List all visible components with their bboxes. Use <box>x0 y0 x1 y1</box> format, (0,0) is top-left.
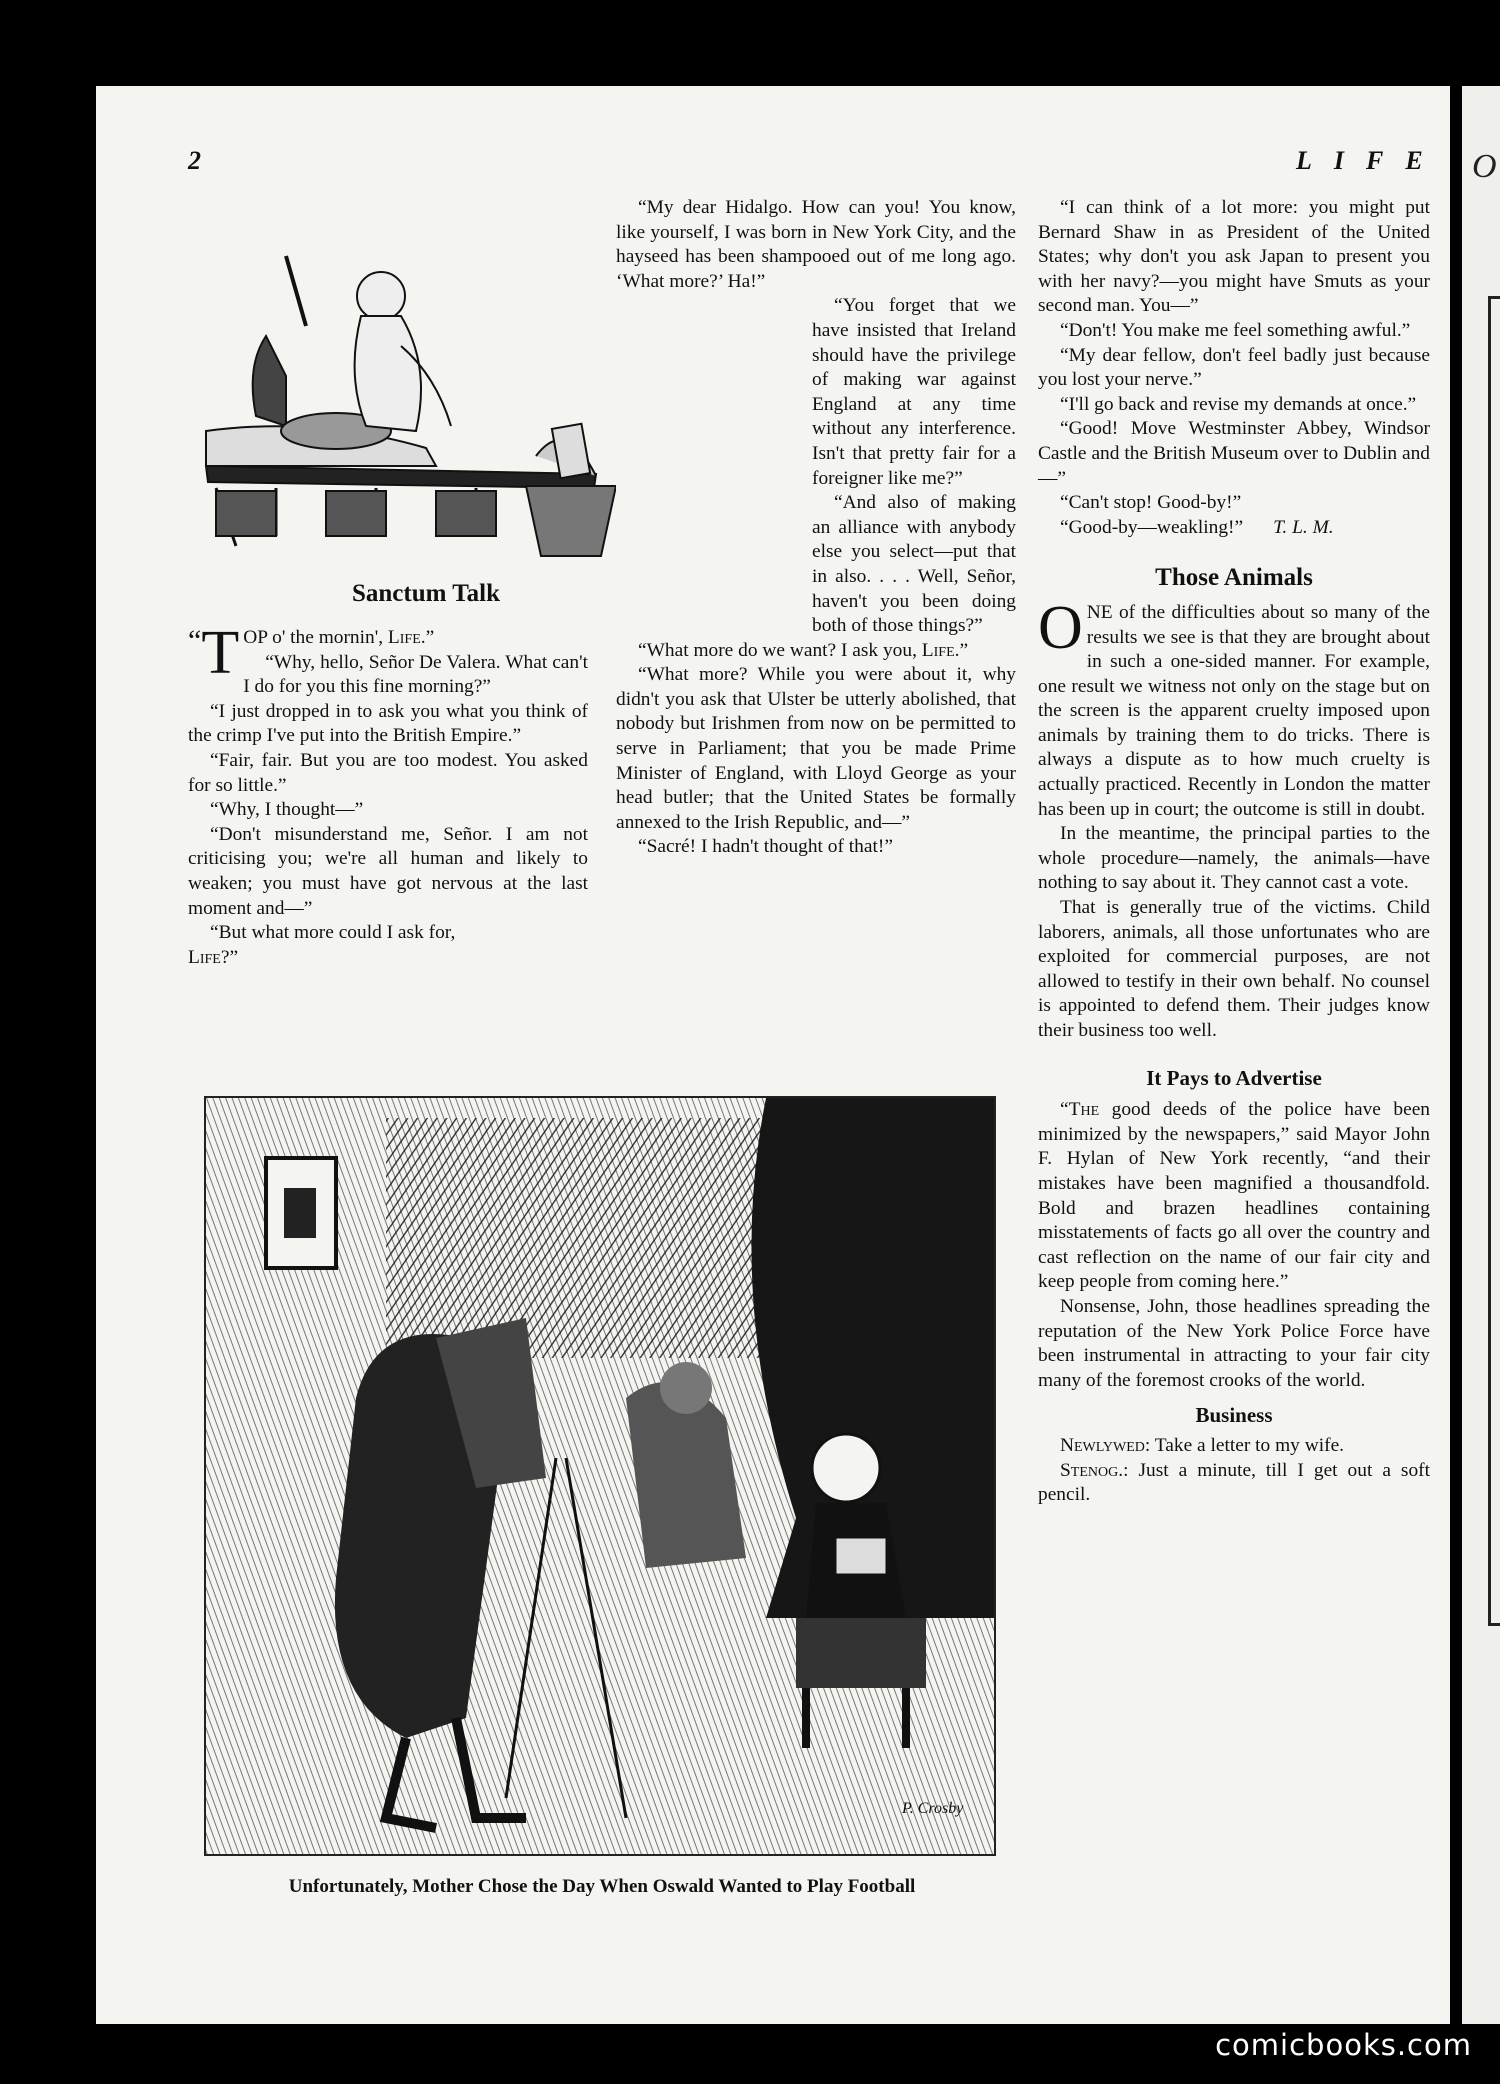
text-run: ?” <box>220 946 239 968</box>
sanctum-paragraph: “Why, I thought—” <box>210 799 364 821</box>
text-run: Just a minute, till I get out a soft pencil. <box>1038 1459 1430 1506</box>
sanctum-paragraph: “Why, hello, Señor De Valera. What can't I do for you this fine morning?” <box>243 651 588 698</box>
sanctum-paragraph: “Can't stop! Good-by!” <box>1060 492 1242 514</box>
text-run: ” <box>959 639 969 661</box>
life-smallcaps: Life <box>188 946 221 968</box>
column-2 <box>616 196 1016 860</box>
speaker-label: Newlywed: <box>1060 1434 1151 1456</box>
text-run: “What more do we want? I ask you, <box>638 639 917 661</box>
cherub-desk-illustration <box>196 216 616 566</box>
business-heading: Business <box>1195 1403 1273 1428</box>
advertise-paragraph: Nonsense, John, those headlines spreading the reputation of the New York Police Force have been instrumental in attracting to your fair city many of the foremost crooks of the world. <box>1038 1295 1430 1391</box>
column-3 <box>1038 196 1430 1508</box>
sanctum-paragraph: “My dear fellow, don't feel badly just because you lost your nerve.” <box>1038 344 1430 391</box>
magazine-page <box>96 86 1450 2024</box>
sanctum-paragraph: “Fair, fair. But you are too modest. You asked for so little.” <box>188 749 588 796</box>
text-run: ” <box>425 627 435 648</box>
sanctum-talk-heading: Sanctum Talk <box>352 580 500 607</box>
text-run: OP o' the mornin', <box>243 627 388 648</box>
animals-paragraph: In the meantime, the principal parties to the whole procedure—namely, the animals—have nothing to say about it. They cannot cast a vote. <box>1038 823 1430 894</box>
sanctum-paragraph <box>1038 516 1430 541</box>
text-run: “Good-by—weakling!” <box>1060 516 1244 538</box>
page-number: 2 <box>188 146 201 175</box>
artist-signature: P. Crosby <box>902 1800 964 1817</box>
text-run: good deeds of the police have been minimized by the newspapers,” said Mayor John F. Hylan of New York recently, “and their mistakes have been magnified a thousandfold. Bold and brazen headlines containing misstatements of facts go all over the country and cast reflection on the name of our fair city and keep people from coming here.” <box>1038 1099 1430 1293</box>
text-run: Take a letter to my wife. <box>1150 1434 1345 1456</box>
text-run: NE of the difficulties about so many of the results we see is that they are brought about in such a one-sided manner. For example, one result we witness not only on the stage but on the screen is the apparent cruelty imposed upon animals by training them to do tricks. There is always a dispute as to how much cruelty is actually practiced. Recently in London the matter has been up in court; the outcome is still in doubt. <box>1038 601 1430 820</box>
sanctum-paragraph: “What more? While you were about it, why didn't you ask that Ulster be utterly abolished, that nobody but Irishmen from now on be permitted to serve in Parliament; that you be made Prime Minister of England, with Lloyd George as your head butler; that the United States be formally annexed to the Irish Republic, and—” <box>616 664 1016 833</box>
advertise-paragraph: “The good deeds of the police have been minimized by the newspapers,” said Mayor John F. Hylan of New York recently, “and their mistakes have been magnified a thousandfold. Bold and brazen headlines containing misstatements of facts go all over the country and cast reflection on the name of our fair city and keep people from coming here.” <box>1038 1099 1430 1293</box>
sanctum-paragraph <box>188 921 588 970</box>
sanctum-paragraph: “My dear Hidalgo. How can you! You know, like yourself, I was born in New York City, and the hayseed has been shampooed out of me long ago. ‘What more?’ Ha!” <box>616 197 1016 292</box>
adjacent-page-edge <box>1462 86 1500 2024</box>
animals-paragraph: That is generally true of the victims. Child laborers, animals, all those unfortunates who are exploited for commercial purposes, are not allowed to testify in their own behalf. No counsel is appointed to defend them. Their judges know their business too well. <box>1038 897 1430 1041</box>
it-pays-to-advertise-heading: It Pays to Advertise <box>1146 1065 1322 1090</box>
business-line <box>1038 1459 1430 1508</box>
cartoon-drawing <box>206 1098 996 1856</box>
opening-quote: “ <box>188 624 202 657</box>
drop-cap: T <box>201 619 240 687</box>
sanctum-paragraph: “Sacré! I hadn't thought of that!” <box>638 836 893 858</box>
speaker-label: Stenog.: <box>1060 1459 1129 1481</box>
site-watermark: comicbooks.com <box>1215 2028 1472 2062</box>
sanctum-paragraph: “And also of making an alliance with anybody else you select—put that in also. . . . Well, Señor, haven't you been doing both of those things?” <box>812 492 1016 637</box>
business-line <box>1038 1434 1430 1459</box>
adjacent-page-letter: O <box>1472 148 1497 185</box>
sanctum-paragraph <box>616 639 1016 664</box>
text-run: “But what more could I ask for, <box>210 922 456 944</box>
sanctum-paragraph: “I'll go back and revise my demands at once.” <box>1060 393 1417 415</box>
sanctum-paragraph: “Good! Move Westminster Abbey, Windsor Castle and the British Museum over to Dublin and—” <box>1038 418 1430 489</box>
sanctum-paragraph: “I can think of a lot more: you might put Bernard Shaw in as President of the United States; why don't you ask Japan to present you with her navy?—you might have Smuts as your second man. You—” <box>1038 197 1430 317</box>
illustration-wrap-space <box>616 294 812 634</box>
sanctum-paragraph: “You forget that we have insisted that Ireland should have the privilege of making war against England at any time without any interference. Isn't that pretty fair for a foreigner like me?” <box>812 295 1016 489</box>
author-signature: T. L. M. <box>1273 516 1334 538</box>
sanctum-paragraph: “Don't misunderstand me, Señor. I am not criticising you; we're all human and likely to weaken; you must have got nervous at the last moment and—” <box>188 823 588 919</box>
drop-cap: O <box>1038 593 1083 662</box>
life-smallcaps: Life. <box>921 639 960 661</box>
adjacent-page-frame <box>1488 296 1500 1626</box>
life-smallcaps: Life. <box>387 627 426 648</box>
running-head: LIFE <box>1296 146 1445 175</box>
animals-paragraph <box>1038 593 1430 822</box>
column-1 <box>188 619 588 970</box>
sanctum-paragraph: “Don't! You make me feel something awful.” <box>1060 319 1411 341</box>
those-animals-heading: Those Animals <box>1155 564 1313 592</box>
text-run: The <box>1068 1099 1100 1121</box>
sanctum-paragraph: “I just dropped in to ask you what you think of the crimp I've put into the British Empire.” <box>188 700 588 747</box>
football-cartoon <box>204 1096 996 1856</box>
cartoon-caption: Unfortunately, Mother Chose the Day When Oswald Wanted to Play Football <box>288 1876 916 1897</box>
